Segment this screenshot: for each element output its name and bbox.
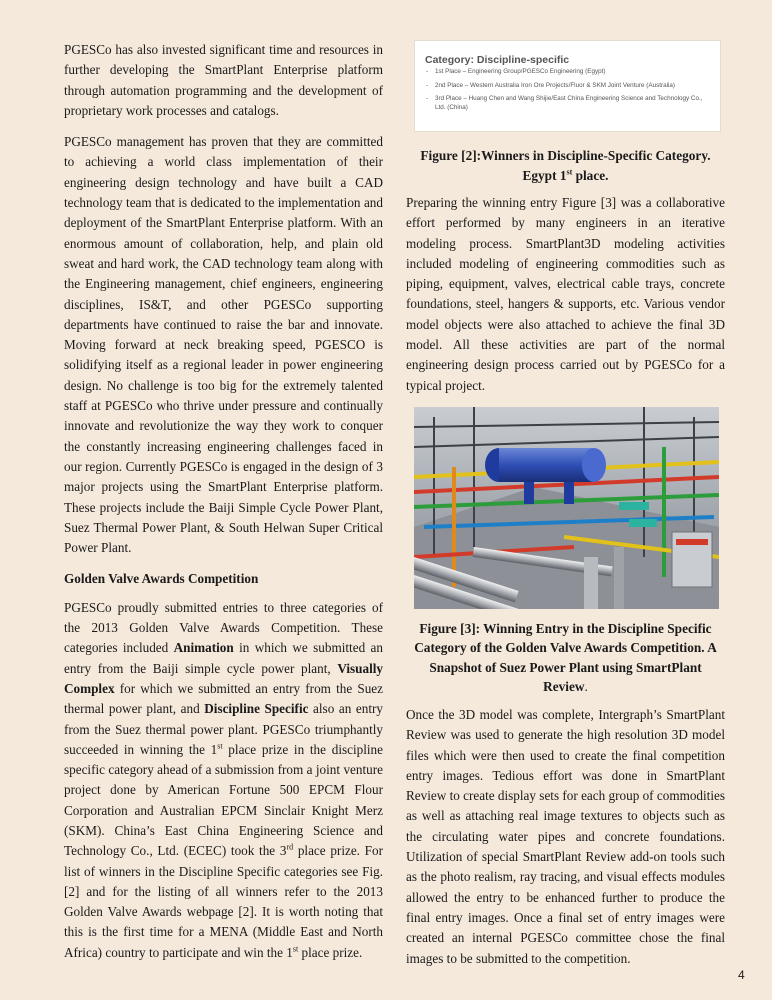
plant-model-image: [414, 407, 719, 609]
figure-3-caption: Figure [3]: Winning Entry in the Discipline Specific Category of the Golden Valve Awards Competition. A Snapshot of Suez Power Plant using SmartPlant Review.: [414, 620, 717, 695]
review-paragraph: Once the 3D model was complete, Intergraph’s SmartPlant Review was used to generate the high resolution 3D model files which were then used to create the final competition entry images. Tedious effort was done in SmartPlant Review to create display sets for each group of commodities as well as attaching real image textures to objects such as the circulating water pipes and concrete foundations. Utilization of special SmartPlant Review add-on tools such as the photo realism, ray tracing, and visual effects modules allowed the entry to be enhanced further to produce the final entry images. Once a final set of entry images were created an internal PGESCo committee chose the final images to be submitted to the competition.: [406, 706, 725, 966]
left-column: [64, 40, 383, 974]
list-item: - 2nd Place – Western Australia Iron Ore Projects/Fluor & SKM Joint Venture (Australia): [425, 82, 713, 91]
winners-list: [425, 68, 713, 117]
modeling-paragraph: Preparing the winning entry Figure [3] was a collaborative effort performed by many engineers in an iterative modeling process. SmartPlant3D modeling activities included modeling of engineering commodities such as piping, equipment, valves, electrical cable trays, concrete foundations, steel, hangers & supports, etc. Various vendor model objects were also attached to achieve the final 3D model. All these activities are part of the normal engineering design process carried out by PGESCo for a typical project.: [406, 195, 725, 393]
management-paragraph: PGESCo management has proven that they are committed to achieving a world class implementation of their engineering design technology and have built a CAD technology team that is dedicated to the implementation and deployment of the SmartPlant Enterprise platform. With an enormous amount of collaboration, help, and plain old sweat and hard work, the CAD technology team along with the Engineering management, chief engineers, engineering disciplines, IS&T, and other PGESCo supporting departments have continued to raise the bar and innovate. Moving forward at neck breaking speed, PGESCO is solidifying itself as a regional leader in power engineering design. No challenge is too big for the extremely talented staff at PGESCo who thrive under pressure and continually innovate and revolutionize the way they work to conquer the constantly increasing engineering challenges faced in our region. Currently PGESCo is engaged in the design of 3 major projects using the SmartPlant Enterprise platform. These projects include the Baiji Simple Cycle Power Plant, Suez Thermal Power Plant, & South Helwan Super Critical Power Plant.: [64, 134, 383, 556]
section-heading: Golden Valve Awards Competition: [64, 571, 259, 587]
page-number: 4: [738, 968, 745, 982]
competition-paragraph: PGESCo proudly submitted entries to three categories of the 2013 Golden Valve Awards Competition. These categories included Animation in which we submitted an entry from the Baiji simple cycle power plant, Visually Complex for which we submitted an entry from the Suez thermal power plant, and Discipline Specific also an entry from the Suez thermal power plant. PGESCo triumphantly succeeded in winning the 1st place prize in the discipline specific category ahead of a submission from a joint venture project done by American Fortune 500 EPCM Flour Corporation and Australian EPCM Sinclair Knight Merz (SKM). China’s East China Engineering Science and Technology Co., Ltd. (ECEC) took the 3rd place prize. For list of winners in the Discipline Specific categories see Fig. [2] and for the listing of all winners refer to the 2013 Golden Valve Awards webpage [2]. It is worth noting that this is the first time for a MENA (Middle East and North Africa) country to participate and win the 1st place prize.: [64, 599, 383, 960]
intro-paragraph: PGESCo has also invested significant time and resources in further developing the SmartPlant Enterprise platform through automation programming and the development of proprietary work processes and catalogs.: [64, 42, 383, 118]
list-item: - 3rd Place – Huang Chen and Wang Shijie/East China Engineering Science and Technology Co., Ltd. (China): [425, 95, 713, 112]
list-item: - 1st Place – Engineering Group/PGESCo Engineering (Egypt): [425, 68, 713, 77]
figure-2-caption: Figure [2]:Winners in Discipline-Specific Category. Egypt 1st place.: [420, 148, 711, 183]
right-column: [406, 40, 725, 980]
winners-figure: [414, 40, 721, 132]
figure-category-title: Category: Discipline-specific: [425, 54, 570, 66]
